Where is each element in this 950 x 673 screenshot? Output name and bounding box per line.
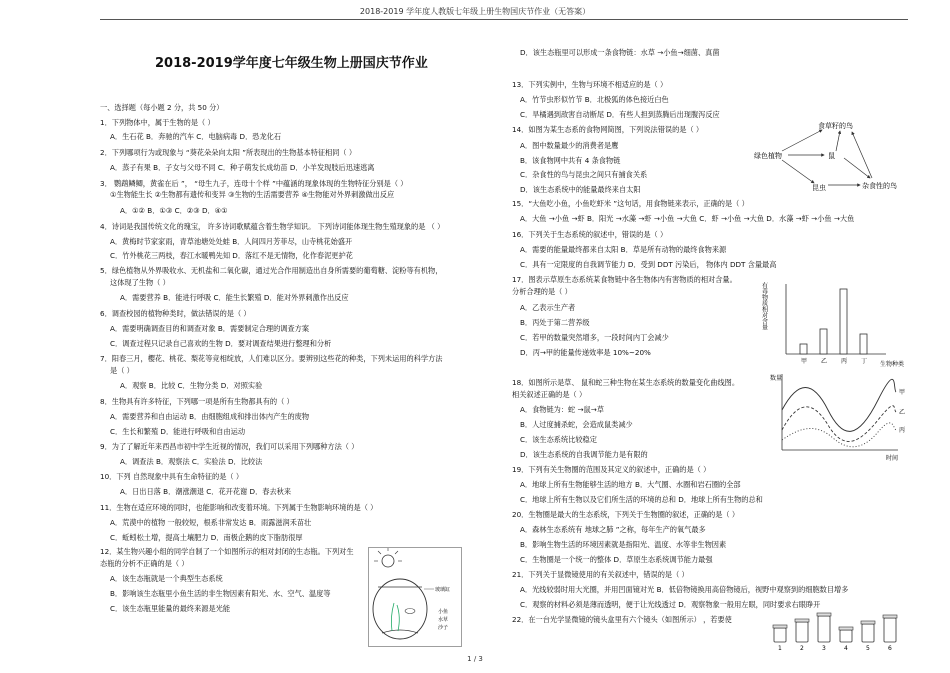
y-axis-label: 数量 [770,375,783,382]
right-line: 21．下列关于显微镜使用的有关叙述中，错误的是（ ） [512,570,689,579]
right-line: C．具有一定限度的自我调节能力 D．受到 DDT 污染后， 物体内 DDT 含量最高 [520,260,777,269]
lens-number: 4 [844,645,848,652]
right-line: A．食物链为：蛇 →鼠→草 [520,405,604,414]
left-line: A．需要营养 B．能进行呼吸 C．能生长繁殖 D．能对外界刺激作出反应 [120,293,349,302]
right-line: C．若甲的数量突然增多，一段时间内丁会减少 [520,333,669,342]
foodweb-node-bird: 杂食性的鸟 [862,182,897,190]
lens-1 [774,628,786,642]
right-line: D．该生态瓶里可以形成一条食物链：水草 →小鱼→细菌、真菌 [520,48,720,57]
bar-0 [800,344,807,354]
left-line: A．生石花 B．奔驰的汽车 C．电脑病毒 D．恐龙化石 [110,132,282,141]
right-line: 17．图表示草原生态系统某食物链中各生物体内有害物质的相对含量。 [512,275,737,284]
bottle-label-top: 玻璃缸 [435,587,451,593]
left-line: C．该生态瓶里能量的最终来源是光能 [110,604,231,613]
right-line: A．图中数量最少的消费者是鹰 [520,141,619,150]
right-line: A．大鱼 →小鱼 →虾 B．阳光 →水藻 →虾 →小鱼 →大鱼 C．虾 →小鱼 →大鱼 D．水藻 →虾 →小鱼 →大鱼 [520,214,855,223]
left-line: 态瓶的分析不正确的是（ ） [100,559,189,568]
right-line: 相关叙述正确的是（ ） [512,390,587,399]
left-line: A．需要营养和自由运动 B．由细胞组成和排出体内产生的废物 [110,412,310,421]
tick-label: 丁 [861,358,868,365]
right-line: B．影响生物生活的环境因素就是指阳光、温度、水等非生物因素 [520,540,727,549]
lens-cap [839,627,853,630]
left-line: A．①② B．①③ C．②③ D．④① [120,206,228,215]
left-line: C．竹外桃花三两枝，春江水暖鸭先知 D．落红不是无情物，化作春泥更护花 [110,251,353,260]
left-line: A．蒸子有果 B．子女与父母不同 C．种子萌发长成幼苗 D．小羊发现肢后迅速逃离 [110,163,375,172]
lens-cap [861,621,875,624]
bottle-label-fish: 小鱼 [438,609,449,615]
left-line: 3． 鹦鹉鳞鲫，黄雀在后 ”， “母生九子，连母十个样 ”中蕴涵的现象体现的生物特征分别是（ ） [100,179,408,188]
tick-label: 乙 [821,358,828,365]
left-line: C．调查过程只记录自己喜欢的生物 D．要对调查结果进行整理和分析 [110,339,332,348]
header-divider [100,19,908,20]
left-line: ①生物能生长 ②生物都有遗传和变异 ③生物的生活需要营养 ④生物能对外界刺激做出反应 [110,190,395,199]
right-line: D．该生态系统中的能量最终来自太阳 [520,185,641,194]
right-line: B．该食物网中共有 4 条食物链 [520,156,621,165]
left-line: 6．调查校园的植物种类时，做法错误的是（ ） [100,309,251,318]
lens-cap [773,625,787,628]
right-line: B．丙处于第二营养级 [520,318,590,327]
right-line: 14．如图为某生态系的食物网简图，下列说法错误的是（ ） [512,125,704,134]
left-line: 10．下列 自然现象中具有生命特征的是（ ） [100,472,244,481]
left-line: 2．下列哪项行为或现象与 “葵花朵朵向太阳 ”所表现出的生物基本特征相同（ ） [100,148,357,157]
right-line: C．生物圈是一个统一的整体 D．草原生态系统调节能力最强 [520,555,713,564]
series-label: 乙 [899,409,906,416]
foodweb-node-rabbit: 鼠 [828,152,835,160]
right-line: A．地球上所有生物能够生活的地方 B．大气圈、水圈和岩石圈的全部 [520,480,741,489]
left-line: 5．绿色植物从外界吸收水、无机盐和二氧化碳，通过光合作用制造出自身所需要的葡萄糖、淀粉等有机物， [100,266,443,275]
lens-4 [840,630,852,642]
left-line: 1．下列物体中，属于生物的是（ ） [100,118,215,127]
lens-number: 2 [800,645,804,652]
left-line: 11．生物在适应环境的同时，也能影响和改变着环境。下列属于生物影响环境的是（ ） [100,503,378,512]
left-line: 是（ ） [110,366,134,375]
series-label: 丙 [899,427,906,434]
eco-bottle-figure [368,547,462,647]
right-line: 15．“大鱼吃小鱼，小鱼吃虾米 ”这句话，用食物链来表示，正确的是（ ） [512,199,749,208]
population-curve-chart [768,370,908,462]
left-line: A．荒漠中的植物 一般较短，根系非常发达 B．雨露滋润禾苗壮 [110,518,312,527]
left-line: A．观察 B．比较 C．生物分类 D．对照实验 [120,381,263,390]
lens-number: 1 [778,645,782,652]
right-line: A．乙表示生产者 [520,303,576,312]
tick-label: 丙 [841,358,848,365]
x-axis-label: 生物种类 [880,361,905,368]
right-line: A．竹节虫形似竹节 B．北极狐的体色接近白色 [520,95,669,104]
left-line: 7．阳春三月，樱花、桃花、梨花等竞相绽放，人们难以区分。要辨别这些花的种类，下列未运用的科学方法 [100,354,443,363]
bar-2 [840,289,847,354]
left-line: 12．某生物兴趣小组的同学自制了一个如图所示的相对封闭的生态瓶。下列对生 [100,547,354,556]
left-line: 8．生物具有许多特征，下列哪一项是所有生物都具有的（ ） [100,397,294,406]
right-line: 22．在一台光学显微镜的镜头盒里有六个镜头（如图所示） ，若要使 [512,615,732,624]
series-curve-0 [782,379,896,431]
right-line: C．旱橘遇到敌害自动断尾 D．有些人担到蒸腾后出现腹泻反应 [520,110,720,119]
page-number: 1 / 3 [467,655,483,663]
y-axis-label: 有毒物质相对含量 [760,282,768,330]
right-line: B．人过度捕杀蛇，会造成鼠类减少 [520,420,633,429]
foodweb-node-hawk: 食草籽的鸟 [818,122,853,130]
right-line: C．观察的材料必须是薄而透明，便于让光线透过 D．观察物象一般用左眼，同时要求右眼睁开 [520,600,821,609]
left-line: A．该生态瓶就是一个典型生态系统 [110,574,223,583]
lens-2 [796,622,808,642]
lens-3 [818,616,830,642]
right-line: 18．如图所示是草、 鼠和蛇三种生物在某生态系统的数量变化曲线图。 [512,378,740,387]
lens-cap [883,615,897,618]
right-line: A．需要的能量最终都来自太阳 B．草是所有动物的最终食物来源 [520,245,727,254]
right-line: 19．下列有关生物圈的范围及其定义的叙述中，正确的是（ ） [512,465,711,474]
right-line: C．杂食性的鸟与昆虫之间只有捕食关系 [520,170,648,179]
bar-1 [820,329,827,354]
left-line: 4．诗词是我国传统文化的瑰宝， 许多诗词歌赋蕴含着生物学知识。 下列诗词能体现生物生殖现象的是 （ ） [100,222,445,231]
series-label: 甲 [899,389,906,396]
lens-cap [817,613,831,616]
foodweb-node-insect: 昆虫 [812,184,826,192]
tick-label: 甲 [801,358,808,365]
toxin-bar-chart [760,274,910,374]
bar-3 [860,334,867,354]
lens-5 [862,624,874,642]
lens-number: 6 [888,645,892,652]
left-line: 一、选择题（每小题 2 分，共 50 分） [100,103,224,112]
food-web-diagram [752,118,912,196]
right-line: 16．下列关于生态系统的叙述中，错误的是（ ） [512,230,668,239]
series-curve-1 [782,406,896,442]
lens-cap [795,619,809,622]
right-line: C．地球上所有生物以及它们所生活的环境的总和 D．地球上所有生物的总和 [520,495,763,504]
right-line: A．光线较弱时用大光圈，并用凹面镜对光 B．低倍物镜换用高倍物镜后，视野中观察到的细胞数目增多 [520,585,849,594]
x-axis-label: 时间 [886,455,899,462]
lens-number: 3 [822,645,826,652]
right-line: C．该生态系统比较稳定 [520,435,597,444]
left-line: 9．为了了解近年来西昌市初中学生近视的情况，我们可以采用下列哪种方法（ ） [100,442,359,451]
document-title: 2018-2019学年度七年级生物上册国庆节作业 [155,56,428,71]
left-line: A．日出日落 B．潮涨潮退 C．花开花谢 D．春去秋来 [120,487,292,496]
right-line: 分析合理的是（ ） [512,287,572,296]
lens-number: 5 [866,645,870,652]
page-header: 2018-2019 学年度人教版七年级上册生物国庆节作业（无答案） [359,7,591,16]
right-line: D．丙→甲的能量传递效率是 10%~20% [520,348,651,357]
bottle-label-sand: 沙子 [438,625,449,631]
right-line: A．森林生态系统有 地球之肺 ”之称，每年生产的氧气最多 [520,525,706,534]
bottle-label-plant: 水草 [438,617,449,623]
microscope-lens-figure [770,612,910,652]
foodweb-node-plant: 绿色植物 [754,152,782,160]
left-line: A．需要明确调查目的和调查对象 B．需要制定合理的调查方案 [110,324,310,333]
left-line: 这体现了生物（ ） [110,278,170,287]
left-line: B．影响该生态瓶里小鱼生活的非生物因素有阳光、水、空气、温度等 [110,589,331,598]
lens-6 [884,618,896,642]
left-line: C．蚯蚓松土增，提高土壤肥力 D．南极企鹅的皮下脂肪很厚 [110,533,303,542]
left-line: A．黄梅时节家家雨，青草池塘处处蛙 B．人间四月芳菲尽，山寺桃花始盛开 [110,237,353,246]
left-line: A．调查法 B．观察法 C．实验法 D．比较法 [120,457,263,466]
right-line: 13．下列实例中，生物与环境不相适应的是（ ） [512,80,668,89]
left-line: C．生长和繁殖 D．能进行呼吸和自由运动 [110,427,246,436]
right-line: 20．生物圈是最大的生态系统，下列关于生物圈的叙述，正确的是（ ） [512,510,740,519]
right-line: D．该生态系统的自我调节能力是有限的 [520,450,648,459]
